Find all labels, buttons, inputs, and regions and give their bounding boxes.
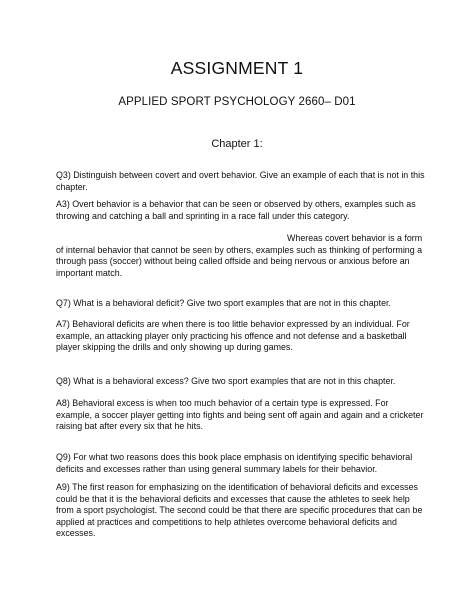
chapter-heading: Chapter 1: <box>211 138 263 150</box>
assignment-title: ASSIGNMENT 1 <box>170 58 304 78</box>
question-3: Q3) Distinguish between covert and overt behavior. Give an example of each that is not in this chapter. <box>56 170 425 192</box>
answer-7: A7) Behavioral deficits are when there is too little behavior expressed by an individual. For example, an attacking player only practicing his offence and not defense and a basketball player skipping the drills and only showing up during games. <box>56 319 410 353</box>
answer-3-overt: A3) Overt behavior is a behavior that can be seen or observed by others, examples such as throwing and catching a ball and sprinting in a race fall under this category. <box>56 199 416 221</box>
course-title: APPLIED SPORT PSYCHOLOGY 2660– D01 <box>118 96 356 108</box>
question-7: Q7) What is a behavioral deficit? Give two sport examples that are not in this chapter. <box>56 298 391 308</box>
question-8: Q8) What is a behavioral excess? Give two sport examples that are not in this chapter. <box>56 376 396 386</box>
answer-3-covert: Whereas covert behavior is a form of internal behavior that cannot be seen by others, examples such as thinking of performing a through pass (soccer) without being called offside and being nervous or anxious before an important match. <box>56 233 423 278</box>
question-9: Q9) For what two reasons does this book place emphasis on identifying specific behavioral deficits and excesses rather than using general summary labels for their behavior. <box>56 452 413 474</box>
answer-9: A9) The first reason for emphasizing on the identification of behavioral deficits and excesses could be that it is the behavioral deficits and excesses that cause the athletes to seek help from a sport psychologist. The second could be that there are specific procedures that can be applied at practices and competitions to help athletes overcome behavioral deficits and excesses. <box>56 482 423 539</box>
answer-8: A8) Behavioral excess is when too much behavior of a certain type is expressed. For example, a soccer player getting into fights and being sent off again and again and a cricketer raising bat after every six that he hits. <box>56 398 424 432</box>
